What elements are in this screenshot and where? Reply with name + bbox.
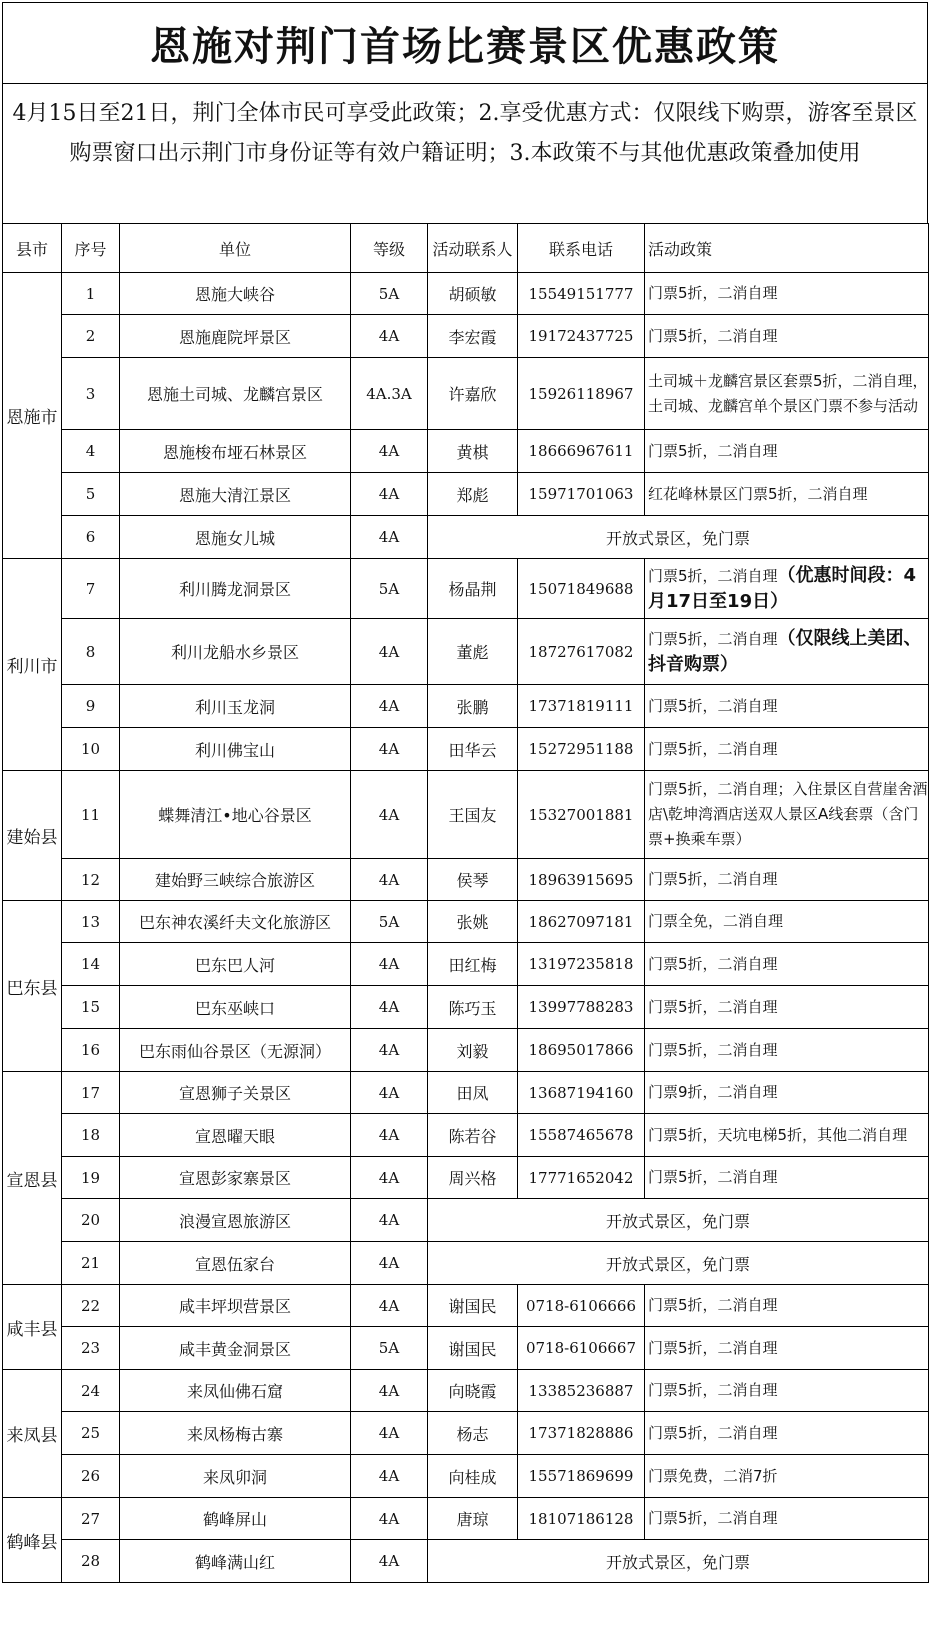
phone-number: 0718-6106666 <box>518 1285 645 1327</box>
contact-name: 向桂成 <box>428 1455 518 1498</box>
level-cell: 5A <box>351 901 428 943</box>
unit-name: 鹤峰屏山 <box>120 1498 351 1540</box>
row-number: 2 <box>62 315 120 358</box>
contact-name: 董彪 <box>428 619 518 685</box>
policy-cell <box>645 1327 929 1370</box>
unit-name: 来凤仙佛石窟 <box>120 1370 351 1412</box>
phone-number: 18727617082 <box>518 619 645 685</box>
table-header-row <box>3 224 929 273</box>
row-number: 27 <box>62 1498 120 1540</box>
phone-number: 13197235818 <box>518 943 645 986</box>
level-cell: 4A <box>351 1242 428 1285</box>
contact-name: 谢国民 <box>428 1327 518 1370</box>
table-row <box>3 315 929 358</box>
level-cell: 5A <box>351 559 428 619</box>
phone-number: 15587465678 <box>518 1114 645 1157</box>
policy-cell <box>645 1029 929 1072</box>
county-cell: 宣恩县 <box>3 1072 62 1285</box>
policy-text: 门票5折，二消自理 <box>648 1040 778 1059</box>
header-contact: 活动联系人 <box>428 224 518 273</box>
unit-name: 浪漫宣恩旅游区 <box>120 1199 351 1242</box>
row-number: 5 <box>62 473 120 516</box>
level-cell: 4A <box>351 859 428 901</box>
policy-text: 门票5折，二消自理 <box>648 1296 778 1314</box>
row-number: 19 <box>62 1157 120 1199</box>
phone-number: 18107186128 <box>518 1498 645 1540</box>
row-number: 16 <box>62 1029 120 1072</box>
row-number: 23 <box>62 1327 120 1370</box>
level-cell: 4A <box>351 430 428 473</box>
phone-number: 15971701063 <box>518 473 645 516</box>
header-number: 序号 <box>62 224 120 273</box>
level-cell: 4A <box>351 1540 428 1583</box>
contact-name: 李宏霞 <box>428 315 518 358</box>
phone-number: 15571869699 <box>518 1455 645 1498</box>
level-cell: 5A <box>351 273 428 315</box>
unit-name: 恩施鹿院坪景区 <box>120 315 351 358</box>
unit-name: 巴东神农溪纤夫文化旅游区 <box>120 901 351 943</box>
phone-number: 15327001881 <box>518 771 645 859</box>
level-cell: 4A <box>351 473 428 516</box>
policy-cell <box>645 273 929 315</box>
row-number: 12 <box>62 859 120 901</box>
unit-name: 来凤卯洞 <box>120 1455 351 1498</box>
contact-name: 胡硕敏 <box>428 273 518 315</box>
row-number: 14 <box>62 943 120 986</box>
table-row <box>3 1242 929 1285</box>
policy-cell <box>645 1455 929 1498</box>
table-row <box>3 619 929 685</box>
table-row <box>3 1072 929 1114</box>
row-number: 21 <box>62 1242 120 1285</box>
unit-name: 咸丰黄金洞景区 <box>120 1327 351 1370</box>
policy-cell <box>645 685 929 728</box>
phone-number: 15926118967 <box>518 358 645 430</box>
table-row <box>3 859 929 901</box>
policy-text: 门票5折，天坑电梯5折，其他二消自理 <box>648 1125 908 1144</box>
phone-number: 18963915695 <box>518 859 645 901</box>
row-number: 13 <box>62 901 120 943</box>
contact-name: 陈若谷 <box>428 1114 518 1157</box>
table-row <box>3 559 929 619</box>
level-cell: 4A <box>351 1455 428 1498</box>
phone-number: 18666967611 <box>518 430 645 473</box>
level-cell: 4A <box>351 619 428 685</box>
policy-text: 门票5折，二消自理 <box>648 326 778 345</box>
policy-text: 门票免费，二消7折 <box>648 1466 778 1485</box>
table-row <box>3 1455 929 1498</box>
row-number: 28 <box>62 1540 120 1583</box>
contact-name: 田红梅 <box>428 943 518 986</box>
table-row <box>3 273 929 315</box>
row-number: 6 <box>62 516 120 559</box>
row-number: 7 <box>62 559 120 619</box>
level-cell: 4A <box>351 728 428 771</box>
unit-name: 鹤峰满山红 <box>120 1540 351 1583</box>
county-cell: 鹤峰县 <box>3 1498 62 1583</box>
policy-text: 门票5折，二消自理 <box>648 1168 778 1186</box>
county-cell: 来凤县 <box>3 1370 62 1498</box>
header-policy: 活动政策 <box>645 224 929 273</box>
row-number: 3 <box>62 358 120 430</box>
contact-name: 田华云 <box>428 728 518 771</box>
policy-cell <box>645 1498 929 1540</box>
policy-text: 门票9折，二消自理 <box>648 1083 778 1101</box>
policy-text: 门票5折，二消自理；入住景区自营崖舍酒店\乾坤湾酒店送双人景区A线套票（含门票+换乘车票） <box>648 780 928 848</box>
table-row <box>3 943 929 986</box>
level-cell: 4A <box>351 1498 428 1540</box>
county-cell: 恩施市 <box>3 273 62 559</box>
policy-cell <box>645 901 929 943</box>
contact-name: 许嘉欣 <box>428 358 518 430</box>
unit-name: 恩施女儿城 <box>120 516 351 559</box>
level-cell: 4A <box>351 1072 428 1114</box>
policy-cell <box>645 1285 929 1327</box>
policy-cell <box>645 728 929 771</box>
table-row <box>3 1327 929 1370</box>
level-cell: 4A <box>351 1199 428 1242</box>
unit-name: 宣恩伍家台 <box>120 1242 351 1285</box>
row-number: 1 <box>62 273 120 315</box>
policy-cell <box>645 771 929 859</box>
unit-name: 利川佛宝山 <box>120 728 351 771</box>
level-cell: 4A <box>351 315 428 358</box>
table-row <box>3 986 929 1029</box>
level-cell: 4A <box>351 1029 428 1072</box>
policy-text: 土司城＋龙麟宫景区套票5折，二消自理，土司城、龙麟宫单个景区门票不参与活动 <box>648 371 928 415</box>
row-number: 9 <box>62 685 120 728</box>
policy-text: 门票5折，二消自理 <box>648 954 778 973</box>
level-cell: 4A <box>351 1157 428 1199</box>
policy-cell <box>645 859 929 901</box>
contact-name: 谢国民 <box>428 1285 518 1327</box>
page-title: 恩施对荆门首场比赛景区优惠政策 <box>2 2 928 83</box>
county-cell: 巴东县 <box>3 901 62 1072</box>
table-row <box>3 901 929 943</box>
row-number: 11 <box>62 771 120 859</box>
policy-text: 门票5折，二消自理 <box>648 870 778 888</box>
policy-cell <box>645 943 929 986</box>
unit-name: 咸丰坪坝营景区 <box>120 1285 351 1327</box>
policy-cell <box>645 986 929 1029</box>
level-cell: 4A <box>351 771 428 859</box>
policy-text: 门票5折，二消自理 <box>648 441 778 460</box>
level-cell: 4A <box>351 1370 428 1412</box>
phone-number: 19172437725 <box>518 315 645 358</box>
level-cell: 4A <box>351 516 428 559</box>
contact-name: 张姚 <box>428 901 518 943</box>
contact-name: 唐琼 <box>428 1498 518 1540</box>
table-row <box>3 1029 929 1072</box>
policy-text: 门票5折，二消自理 <box>648 997 778 1016</box>
policy-cell <box>645 358 929 430</box>
scenic-spot-table <box>2 223 929 1583</box>
phone-number: 18695017866 <box>518 1029 645 1072</box>
header-county: 县市 <box>3 224 62 273</box>
policy-text: 门票全免，二消自理 <box>648 912 784 930</box>
level-cell: 5A <box>351 1327 428 1370</box>
phone-number: 15071849688 <box>518 559 645 619</box>
county-cell: 建始县 <box>3 771 62 901</box>
policy-text: 门票5折，二消自理 <box>648 566 778 585</box>
table-row <box>3 1540 929 1583</box>
open-scenic-note: 开放式景区，免门票 <box>428 1242 929 1285</box>
phone-number: 17771652042 <box>518 1157 645 1199</box>
contact-name: 刘毅 <box>428 1029 518 1072</box>
row-number: 24 <box>62 1370 120 1412</box>
unit-name: 利川玉龙洞 <box>120 685 351 728</box>
level-cell: 4A <box>351 1114 428 1157</box>
policy-text: 红花峰林景区门票5折，二消自理 <box>648 484 868 503</box>
table-row <box>3 1199 929 1242</box>
table-row <box>3 473 929 516</box>
level-cell: 4A <box>351 1412 428 1455</box>
open-scenic-note: 开放式景区，免门票 <box>428 516 929 559</box>
table-row <box>3 1285 929 1327</box>
phone-number: 18627097181 <box>518 901 645 943</box>
policy-text: 门票5折，二消自理 <box>648 629 778 648</box>
table-row <box>3 1412 929 1455</box>
policy-highlight: （优惠时间段：4月17日至19日） <box>648 564 917 612</box>
table-row <box>3 1114 929 1157</box>
contact-name: 王国友 <box>428 771 518 859</box>
policy-cell <box>645 1370 929 1412</box>
row-number: 15 <box>62 986 120 1029</box>
phone-number: 15549151777 <box>518 273 645 315</box>
policy-cell <box>645 559 929 619</box>
unit-name: 恩施大峡谷 <box>120 273 351 315</box>
row-number: 18 <box>62 1114 120 1157</box>
row-number: 17 <box>62 1072 120 1114</box>
phone-number: 15272951188 <box>518 728 645 771</box>
contact-name: 张鹏 <box>428 685 518 728</box>
table-row <box>3 1370 929 1412</box>
table-row <box>3 728 929 771</box>
policy-cell <box>645 473 929 516</box>
table-row <box>3 1498 929 1540</box>
open-scenic-note: 开放式景区，免门票 <box>428 1199 929 1242</box>
contact-name: 杨晶荆 <box>428 559 518 619</box>
unit-name: 恩施大清江景区 <box>120 473 351 516</box>
phone-number: 13997788283 <box>518 986 645 1029</box>
row-number: 4 <box>62 430 120 473</box>
contact-name: 郑彪 <box>428 473 518 516</box>
table-row <box>3 516 929 559</box>
level-cell: 4A <box>351 943 428 986</box>
policy-cell <box>645 619 929 685</box>
open-scenic-note: 开放式景区，免门票 <box>428 1540 929 1583</box>
policy-cell <box>645 315 929 358</box>
contact-name: 田凤 <box>428 1072 518 1114</box>
contact-name: 黄棋 <box>428 430 518 473</box>
policy-notice: 4月15日至21日，荆门全体市民可享受此政策；2.享受优惠方式：仅限线下购票，游客至景区购票窗口出示荆门市身份证等有效户籍证明；3.本政策不与其他优惠政策叠加使用 <box>2 83 928 223</box>
unit-name: 恩施梭布垭石林景区 <box>120 430 351 473</box>
policy-cell <box>645 1072 929 1114</box>
unit-name: 巴东巫峡口 <box>120 986 351 1029</box>
level-cell: 4A <box>351 685 428 728</box>
policy-text: 门票5折，二消自理 <box>648 1423 778 1442</box>
unit-name: 宣恩狮子关景区 <box>120 1072 351 1114</box>
row-number: 10 <box>62 728 120 771</box>
row-number: 25 <box>62 1412 120 1455</box>
policy-text: 门票5折，二消自理 <box>648 696 778 715</box>
table-body <box>3 273 929 1583</box>
unit-name: 巴东雨仙谷景区（无源洞） <box>120 1029 351 1072</box>
phone-number: 13687194160 <box>518 1072 645 1114</box>
phone-number: 17371828886 <box>518 1412 645 1455</box>
table-row <box>3 771 929 859</box>
unit-name: 利川龙船水乡景区 <box>120 619 351 685</box>
unit-name: 宣恩彭家寨景区 <box>120 1157 351 1199</box>
county-cell: 利川市 <box>3 559 62 771</box>
row-number: 22 <box>62 1285 120 1327</box>
table-row <box>3 685 929 728</box>
unit-name: 利川腾龙洞景区 <box>120 559 351 619</box>
contact-name: 侯琴 <box>428 859 518 901</box>
policy-cell <box>645 1412 929 1455</box>
policy-text: 门票5折，二消自理 <box>648 1509 778 1527</box>
table-row <box>3 358 929 430</box>
unit-name: 宣恩曜天眼 <box>120 1114 351 1157</box>
row-number: 26 <box>62 1455 120 1498</box>
row-number: 20 <box>62 1199 120 1242</box>
level-cell: 4A.3A <box>351 358 428 430</box>
level-cell: 4A <box>351 986 428 1029</box>
contact-name: 杨志 <box>428 1412 518 1455</box>
policy-cell <box>645 1114 929 1157</box>
unit-name: 蝶舞清江•地心谷景区 <box>120 771 351 859</box>
phone-number: 0718-6106667 <box>518 1327 645 1370</box>
contact-name: 陈巧玉 <box>428 986 518 1029</box>
table-row <box>3 430 929 473</box>
header-unit: 单位 <box>120 224 351 273</box>
header-level: 等级 <box>351 224 428 273</box>
policy-sheet <box>2 2 928 1583</box>
table-row <box>3 1157 929 1199</box>
policy-highlight: （仅限线上美团、抖音购票） <box>648 627 922 675</box>
phone-number: 17371819111 <box>518 685 645 728</box>
policy-text: 门票5折，二消自理 <box>648 739 778 758</box>
unit-name: 巴东巴人河 <box>120 943 351 986</box>
county-cell: 咸丰县 <box>3 1285 62 1370</box>
unit-name: 建始野三峡综合旅游区 <box>120 859 351 901</box>
policy-text: 门票5折，二消自理 <box>648 1338 778 1357</box>
level-cell: 4A <box>351 1285 428 1327</box>
contact-name: 向晓霞 <box>428 1370 518 1412</box>
policy-cell <box>645 430 929 473</box>
contact-name: 周兴格 <box>428 1157 518 1199</box>
policy-text: 门票5折，二消自理 <box>648 1381 778 1399</box>
unit-name: 恩施土司城、龙麟宫景区 <box>120 358 351 430</box>
policy-cell <box>645 1157 929 1199</box>
policy-text: 门票5折，二消自理 <box>648 284 778 302</box>
unit-name: 来凤杨梅古寨 <box>120 1412 351 1455</box>
header-phone: 联系电话 <box>518 224 645 273</box>
phone-number: 13385236887 <box>518 1370 645 1412</box>
row-number: 8 <box>62 619 120 685</box>
